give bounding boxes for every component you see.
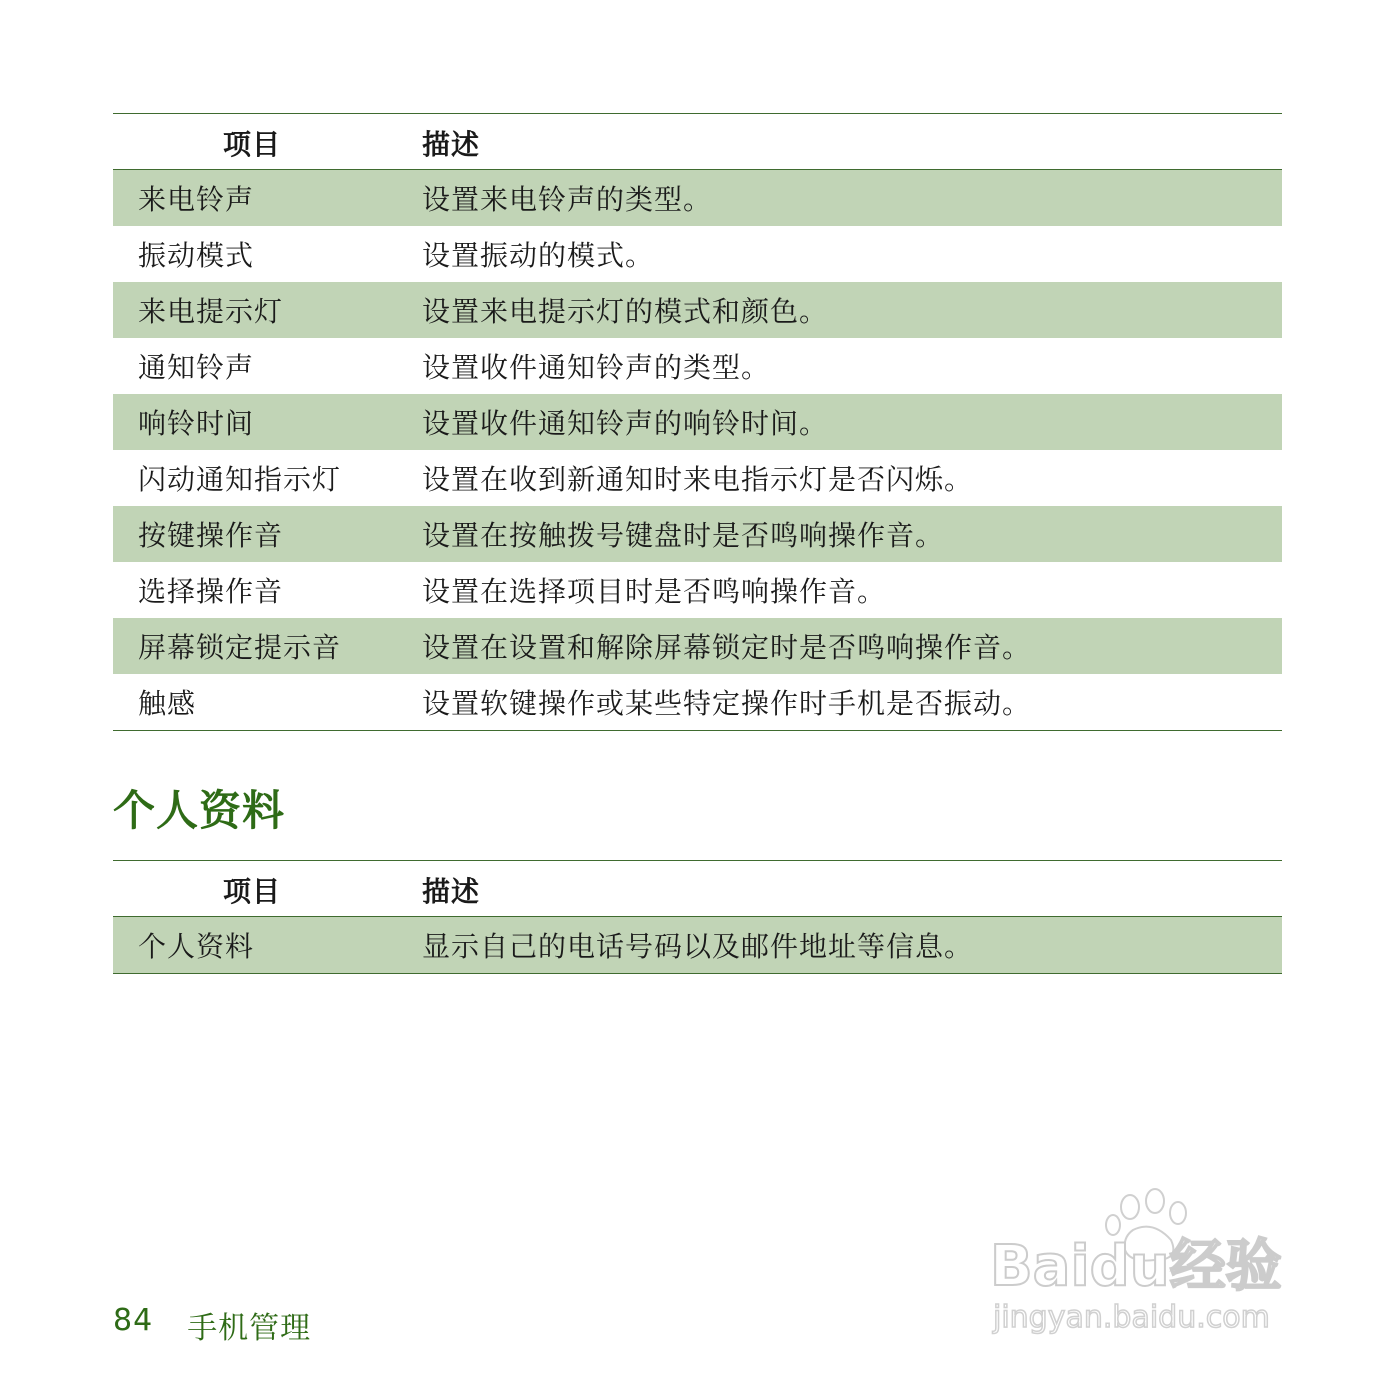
header-item: 项目 [223, 127, 282, 161]
header-desc: 描述 [422, 874, 481, 908]
row-item: 来电提示灯 [138, 295, 284, 328]
table-row [113, 674, 1282, 730]
table-row [113, 282, 1282, 338]
row-item: 按键操作音 [138, 519, 284, 552]
header-item: 项目 [223, 874, 282, 908]
row-item: 屏幕锁定提示音 [138, 631, 342, 664]
row-desc: 设置振动的模式。 [422, 239, 655, 272]
table-header [113, 861, 1282, 917]
row-item: 触感 [138, 687, 197, 720]
table-row [113, 394, 1282, 450]
row-item: 来电铃声 [138, 183, 255, 216]
row-desc: 显示自己的电话号码以及邮件地址等信息。 [422, 930, 974, 963]
row-item: 选择操作音 [138, 575, 284, 608]
profile-table [113, 860, 1282, 974]
table-row [113, 170, 1282, 226]
table-row [113, 562, 1282, 618]
row-desc: 设置在设置和解除屏幕锁定时是否鸣响操作音。 [422, 631, 1032, 664]
table-row [113, 618, 1282, 674]
table-row [113, 917, 1282, 973]
row-item: 响铃时间 [138, 407, 255, 440]
row-desc: 设置收件通知铃声的类型。 [422, 351, 771, 384]
table-row [113, 506, 1282, 562]
row-item: 闪动通知指示灯 [138, 463, 342, 496]
table-row [113, 226, 1282, 282]
row-desc: 设置收件通知铃声的响铃时间。 [422, 407, 829, 440]
page-footer [113, 1303, 311, 1347]
row-item: 个人资料 [138, 930, 255, 963]
header-desc: 描述 [422, 127, 481, 161]
row-desc: 设置来电提示灯的模式和颜色。 [422, 295, 829, 328]
table-header [113, 114, 1282, 170]
table-row [113, 338, 1282, 394]
row-desc: 设置在收到新通知时来电指示灯是否闪烁。 [422, 463, 974, 496]
table-row [113, 450, 1282, 506]
row-desc: 设置来电铃声的类型。 [422, 183, 713, 216]
chapter-title: 手机管理 [187, 1311, 312, 1346]
row-desc: 设置在按触拨号键盘时是否鸣响操作音。 [422, 519, 945, 552]
watermark-brand: Baidu经验 [990, 1234, 1282, 1299]
row-desc: 设置软键操作或某些特定操作时手机是否振动。 [422, 687, 1032, 720]
row-item: 通知铃声 [138, 351, 255, 384]
baidu-watermark-logo [985, 1185, 1315, 1345]
section-title: 个人资料 [113, 786, 286, 835]
row-desc: 设置在选择项目时是否鸣响操作音。 [422, 575, 887, 608]
settings-table [113, 113, 1282, 731]
page-number: 84 [113, 1303, 154, 1338]
watermark-url: jingyan.baidu.com [993, 1300, 1270, 1335]
row-item: 振动模式 [138, 239, 255, 272]
